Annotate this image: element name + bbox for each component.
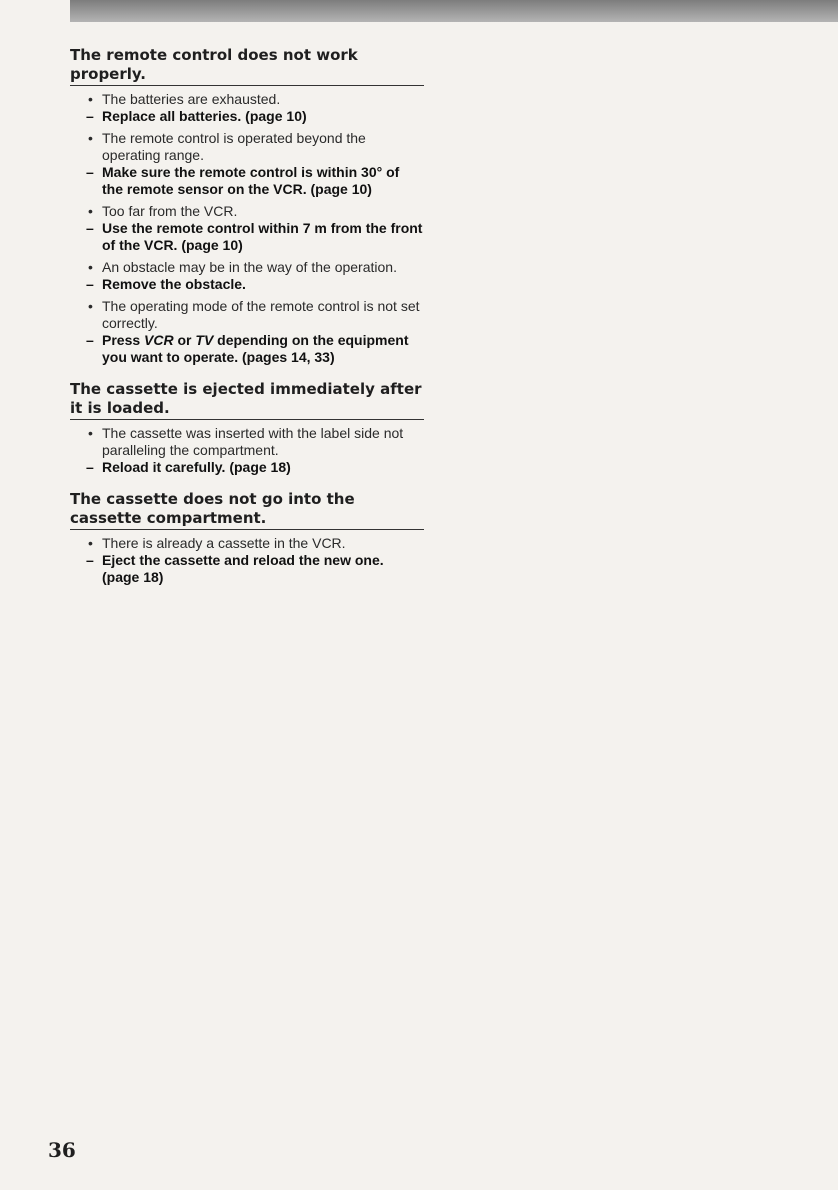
problem-text: The batteries are exhausted. bbox=[102, 91, 281, 107]
problem-text: An obstacle may be in the way of the operation. bbox=[102, 259, 397, 275]
problem-row bbox=[70, 130, 424, 164]
remedy-text: Remove the obstacle. bbox=[102, 276, 246, 292]
remedy-text: Reload it carefully. (page 18) bbox=[102, 459, 291, 475]
problem-row bbox=[70, 259, 424, 276]
problem-text: Too far from the VCR. bbox=[102, 203, 238, 219]
bullet-icon: • bbox=[88, 259, 93, 275]
remedy-row bbox=[70, 164, 424, 198]
dash-icon: – bbox=[86, 220, 94, 236]
section-heading: The remote control does not work properly. bbox=[70, 46, 424, 86]
problem-text: The cassette was inserted with the label side not paralleling the compartment. bbox=[102, 425, 404, 458]
problem-row bbox=[70, 91, 424, 108]
bullet-icon: • bbox=[88, 535, 93, 551]
page-number: 36 bbox=[48, 1138, 76, 1162]
trouble-section bbox=[70, 490, 424, 586]
list-item bbox=[70, 259, 424, 293]
remedy-row bbox=[70, 276, 424, 293]
section-heading: The cassette does not go into the cassette compartment. bbox=[70, 490, 424, 530]
list-item bbox=[70, 425, 424, 476]
remedy-text: Make sure the remote control is within 30° of the remote sensor on the VCR. (page 10) bbox=[102, 164, 400, 197]
list-item bbox=[70, 298, 424, 366]
list-item bbox=[70, 203, 424, 254]
list-item bbox=[70, 535, 424, 586]
entry-list bbox=[70, 425, 424, 476]
remedy-row bbox=[70, 108, 424, 125]
problem-text: There is already a cassette in the VCR. bbox=[102, 535, 346, 551]
remedy-text: Press VCR or TV depending on the equipment you want to operate. (pages 14, 33) bbox=[102, 332, 409, 365]
dash-icon: – bbox=[86, 459, 94, 475]
dash-icon: – bbox=[86, 108, 94, 124]
problem-row bbox=[70, 298, 424, 332]
dash-icon: – bbox=[86, 164, 94, 180]
problem-text: The remote control is operated beyond the operating range. bbox=[102, 130, 366, 163]
remedy-row bbox=[70, 459, 424, 476]
entry-list bbox=[70, 91, 424, 366]
troubleshooting-column bbox=[70, 46, 424, 600]
trouble-section bbox=[70, 46, 424, 366]
bullet-icon: • bbox=[88, 298, 93, 314]
remedy-row bbox=[70, 552, 424, 586]
remedy-row bbox=[70, 220, 424, 254]
problem-row bbox=[70, 425, 424, 459]
problem-row bbox=[70, 535, 424, 552]
bullet-icon: • bbox=[88, 425, 93, 441]
dash-icon: – bbox=[86, 332, 94, 348]
remedy-text: Use the remote control within 7 m from the front of the VCR. (page 10) bbox=[102, 220, 423, 253]
bullet-icon: • bbox=[88, 203, 93, 219]
bullet-icon: • bbox=[88, 91, 93, 107]
bullet-icon: • bbox=[88, 130, 93, 146]
remedy-row bbox=[70, 332, 424, 366]
trouble-section bbox=[70, 380, 424, 476]
page-header-band bbox=[70, 0, 838, 22]
remedy-text: Replace all batteries. (page 10) bbox=[102, 108, 307, 124]
list-item bbox=[70, 130, 424, 198]
dash-icon: – bbox=[86, 552, 94, 568]
problem-text: The operating mode of the remote control is not set correctly. bbox=[102, 298, 420, 331]
problem-row bbox=[70, 203, 424, 220]
section-heading: The cassette is ejected immediately after it is loaded. bbox=[70, 380, 424, 420]
remedy-text: Eject the cassette and reload the new one. (page 18) bbox=[102, 552, 384, 585]
list-item bbox=[70, 91, 424, 125]
entry-list bbox=[70, 535, 424, 586]
dash-icon: – bbox=[86, 276, 94, 292]
